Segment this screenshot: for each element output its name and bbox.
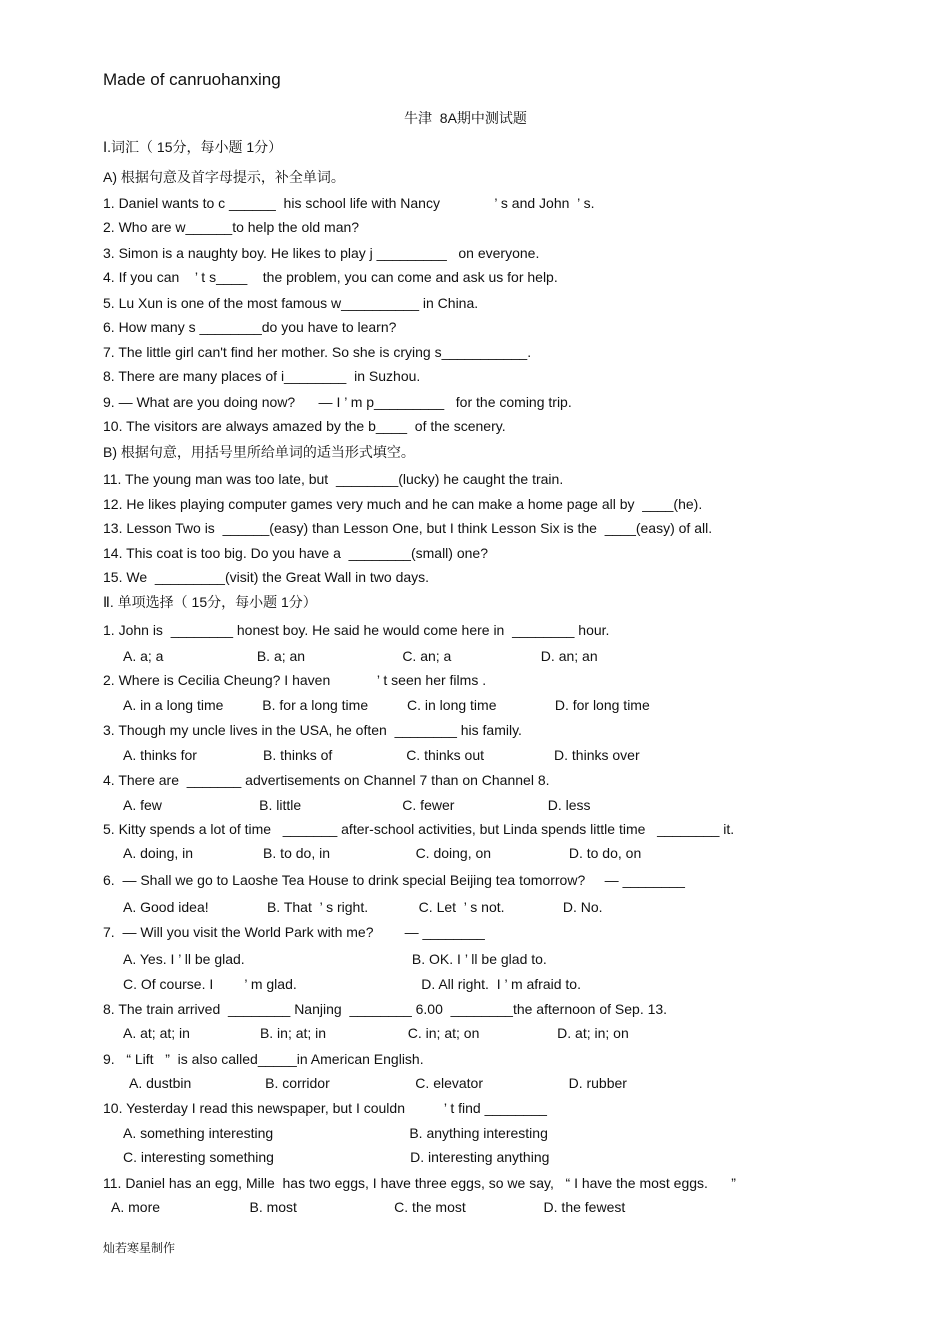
section-2-heading: Ⅱ. 单项选择（ 15分，每小题 1分） xyxy=(103,594,317,610)
vocab-item-3: 3. Simon is a naughty boy. He likes to play j _________ on everyone. xyxy=(103,245,540,261)
mc-options-8: A. at; at; in B. in; at; in C. in; at; on D. at; in; on xyxy=(123,1025,629,1041)
mc-options-10a: A. something interesting B. anything interesting xyxy=(123,1125,548,1141)
page-title: 牛津 8A期中测试题 xyxy=(404,110,527,126)
mc-options-5: A. doing, in B. to do, in C. doing, on D. to do, on xyxy=(123,845,642,861)
mc-options-11: A. more B. most C. the most D. the fewest xyxy=(111,1199,626,1215)
vocab-item-9: 9. — What are you doing now? — I ’ m p_________ for the coming trip. xyxy=(103,394,572,410)
vocab-item-10: 10. The visitors are always amazed by the b____ of the scenery. xyxy=(103,418,506,434)
mc-options-3: A. thinks for B. thinks of C. thinks out D. thinks over xyxy=(123,747,640,763)
mc-question-8: 8. The train arrived ________ Nanjing ________ 6.00 ________the afternoon of Sep. 13. xyxy=(103,1001,668,1017)
vocab-item-1: 1. Daniel wants to c ______ his school life with Nancy ’ s and John ’ s. xyxy=(103,195,595,211)
mc-question-9: 9. “ Lift ” is also called_____in American English. xyxy=(103,1051,424,1067)
mc-options-1: A. a; a B. a; an C. an; a D. an; an xyxy=(123,648,598,664)
mc-options-9: A. dustbin B. corridor C. elevator D. rubber xyxy=(129,1075,627,1091)
section-1-heading: Ⅰ.词汇（ 15分，每小题 1分） xyxy=(103,139,283,155)
mc-question-1: 1. John is ________ honest boy. He said he would come here in ________ hour. xyxy=(103,622,610,638)
mc-options-7b: C. Of course. I ’ m glad. D. All right. I ’ m afraid to. xyxy=(123,976,581,992)
vocab-item-14: 14. This coat is too big. Do you have a ________(small) one? xyxy=(103,545,488,561)
vocab-item-7: 7. The little girl can't find her mother. So she is crying s___________. xyxy=(103,344,532,360)
mc-options-2: A. in a long time B. for a long time C. in long time D. for long time xyxy=(123,697,650,713)
mc-question-5: 5. Kitty spends a lot of time _______ after-school activities, but Linda spends little time ________ it. xyxy=(103,821,735,837)
mc-question-2: 2. Where is Cecilia Cheung? I haven ’ t seen her films . xyxy=(103,672,487,688)
mc-question-11: 11. Daniel has an egg, Mille has two eggs, I have three eggs, so we say, “ I have the most eggs. ” xyxy=(103,1175,736,1191)
vocab-item-15: 15. We _________(visit) the Great Wall in two days. xyxy=(103,569,430,585)
vocab-item-5: 5. Lu Xun is one of the most famous w__________ in China. xyxy=(103,295,479,311)
vocab-item-11: 11. The young man was too late, but ________(lucky) he caught the train. xyxy=(103,471,564,487)
vocab-item-2: 2. Who are w______to help the old man? xyxy=(103,219,360,235)
page-footer: 灿若寒星制作 xyxy=(103,1241,176,1255)
vocab-item-4: 4. If you can ’ t s____ the problem, you can come and ask us for help. xyxy=(103,269,558,285)
page-header: Made of canruohanxing xyxy=(103,70,281,89)
vocab-item-6: 6. How many s ________do you have to learn? xyxy=(103,319,397,335)
mc-options-4: A. few B. little C. fewer D. less xyxy=(123,797,591,813)
mc-question-3: 3. Though my uncle lives in the USA, he often ________ his family. xyxy=(103,722,522,738)
mc-options-7a: A. Yes. I ’ ll be glad. B. OK. I ’ ll be glad to. xyxy=(123,951,547,967)
mc-question-6: 6. — Shall we go to Laoshe Tea House to drink special Beijing tea tomorrow? — ________ xyxy=(103,872,685,888)
part-b-instruction: B) 根据句意，用括号里所给单词的适当形式填空。 xyxy=(103,444,415,460)
mc-question-10: 10. Yesterday I read this newspaper, but I couldn ’ t find ________ xyxy=(103,1100,547,1116)
vocab-item-12: 12. He likes playing computer games very much and he can make a home page all by ____(he). xyxy=(103,496,703,512)
mc-options-10b: C. interesting something D. interesting anything xyxy=(123,1149,550,1165)
part-a-instruction: A) 根据句意及首字母提示，补全单词。 xyxy=(103,169,345,185)
mc-question-7: 7. — Will you visit the World Park with me? — ________ xyxy=(103,924,485,940)
vocab-item-8: 8. There are many places of i________ in Suzhou. xyxy=(103,368,421,384)
mc-question-4: 4. There are _______ advertisements on Channel 7 than on Channel 8. xyxy=(103,772,550,788)
mc-options-6: A. Good idea! B. That ’ s right. C. Let ’ s not. D. No. xyxy=(123,899,603,915)
vocab-item-13: 13. Lesson Two is ______(easy) than Lesson One, but I think Lesson Six is the ____(easy) of all. xyxy=(103,520,713,536)
